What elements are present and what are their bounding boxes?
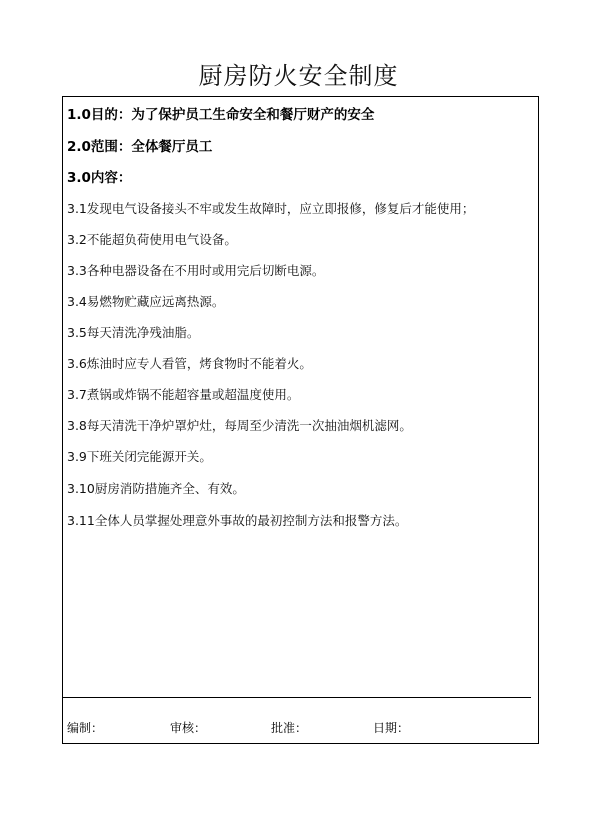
approved-by-label: 批准： bbox=[271, 721, 308, 735]
list-item: 3.2不能超负荷使用电气设备。 bbox=[67, 232, 237, 247]
list-item: 3.11全体人员掌握处理意外事故的最初控制方法和报警方法。 bbox=[67, 513, 408, 528]
compiled-by-label: 编制： bbox=[67, 721, 104, 735]
document-title: 厨房防火安全制度 bbox=[198, 62, 399, 90]
purpose-line: 1.0目的：为了保护员工生命安全和餐厅财产的安全 bbox=[67, 107, 375, 123]
list-item: 3.8每天清洗干净炉罩炉灶，每周至少清洗一次抽油烟机滤网。 bbox=[67, 418, 412, 433]
date-label: 日期： bbox=[373, 721, 410, 735]
list-item: 3.4易燃物贮藏应远离热源。 bbox=[67, 294, 225, 309]
signature-divider bbox=[63, 697, 531, 698]
list-item: 3.7煮锅或炸锅不能超容量或超温度使用。 bbox=[67, 387, 300, 402]
list-item: 3.5每天清洗净残油脂。 bbox=[67, 325, 200, 340]
scope-line: 2.0范围：全体餐厅员工 bbox=[67, 139, 213, 155]
list-item: 3.10厨房消防措施齐全、有效。 bbox=[67, 481, 245, 496]
list-item: 3.6炼油时应专人看管，烤食物时不能着火。 bbox=[67, 356, 312, 371]
content-frame bbox=[62, 96, 539, 744]
list-item: 3.3各种电器设备在不用时或用完后切断电源。 bbox=[67, 263, 325, 278]
reviewed-by-label: 审核： bbox=[170, 721, 207, 735]
list-item: 3.1发现电气设备接头不牢或发生故障时，应立即报修，修复后才能使用； bbox=[67, 201, 475, 216]
content-heading: 3.0内容： bbox=[67, 170, 132, 186]
list-item: 3.9下班关闭完能源开关。 bbox=[67, 449, 212, 464]
